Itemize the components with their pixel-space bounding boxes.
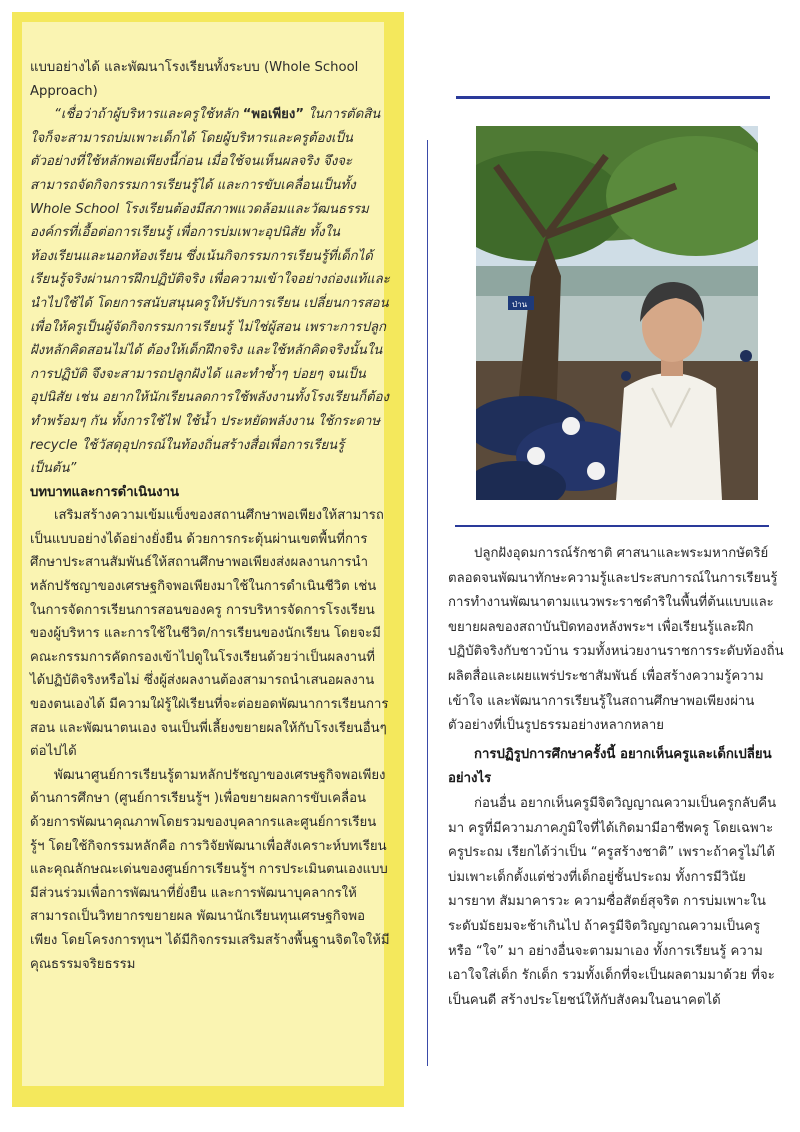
left-paragraph-3: พัฒนาศูนย์การเรียนรู้ตามหลักปรัชญาของเศรษฐกิจพอเพียงด้านการศึกษา (ศูนย์การเรียนรู้ฯ )เพื่อขยายผลการขับเคลื่อน ด้วยการพัฒนาคุณภาพโดยรวมของบุคลากรและศูนย์การเรียนรู้ฯ โดยใช้กิจกรรมหลักคือ การวิจัยพัฒนาเพื่อสังเคราะห์บทเรียนและคุณลักษณะเด่นของศูนย์การเรียนรู้ฯ การประเมินตนเองแบบมีส่วนร่วมเพื่อการพัฒนาที่ยั่งยืน และการพัฒนาบุคลากรให้สามารถเป็นวิทยากรขยายผล พัฒนานักเรียนทุนเศรษฐกิจพอเพียง โดยโครงการทุนฯ ได้มีกิจกรรมเสริมสร้างพื้นฐานจิตใจให้มีคุณธรรมจริยธรรม [30, 767, 390, 972]
quote-bold-word: “พอเพียง” [242, 107, 305, 123]
middle-divider-rule [455, 525, 769, 527]
left-paragraph-2: เสริมสร้างความเข้มแข็งของสถานศึกษาพอเพียงให้สามารถเป็นแบบอย่างได้อย่างยั่งยืน ด้วยการกระตุ้นผ่านเขตพื้นที่การศึกษาประสานสัมพันธ์ให้สถานศึกษาพอเพียงส่งผลงานการนำหลักปรัชญาของเศรษฐกิจพอเพียงมาใช้ในการดำเนินชีวิต เช่น ในการจัดการเรียนการสอนของครู การบริหารจัดการโรงเรียนของผู้บริหาร และการใช้ในชีวิต/การเรียนของนักเรียน โดยจะมีคณะกรรมการคัดกรองเข้าไปดูในโรงเรียนด้วยว่าเป็นผลงานที่ได้ปฏิบัติจริงหรือไม่ ซึ่งผู้ส่งผลงานต้องสามารถนำเสนอผลงานของตนเองได้ มีความใฝ่รู้ใฝ่เรียนที่จะต่อยอดพัฒนาการเรียนการสอน และพัฒนาตนเอง จนเป็นพี่เลี้ยงขยายผลให้กับโรงเรียนอื่นๆ ต่อไปได้ [30, 508, 389, 760]
right-paragraph-1: ปลูกฝังอุดมการณ์รักชาติ ศาสนาและพระมหากษัตริย์ ตลอดจนพัฒนาทักษะความรู้และประสบการณ์ในการเรียนรู้การทำงานพัฒนาตามแนวพระราชดำริในพื้นที่ต้นแบบและขยายผลของสถาบันปิดทองหลังพระฯ เพื่อเรียนรู้และฝึกปฏิบัติจริงกับชาวบ้าน รวมทั้งหน่วยงานราชการระดับท้องถิ่น ผลิตสื่อและเผยแพร่ประชาสัมพันธ์ เพื่อสร้างความรู้ความเข้าใจ และพัฒนาการเรียนรู้ในสถานศึกษาพอเพียงผ่านตัวอย่างที่เป็นรูปธรรมอย่างหลากหลาย [448, 546, 784, 734]
column-divider-line [427, 140, 428, 1066]
section-heading-reform: การปฏิรูปการศึกษาครั้งนี้ อยากเห็นครูและเด็กเปลี่ยนอย่างไร [448, 746, 772, 787]
left-column [30, 56, 390, 976]
right-column [448, 542, 786, 1013]
right-paragraph-2: ก่อนอื่น อยากเห็นครูมีจิตวิญญาณความเป็นครูกลับคืนมา ครูที่มีความภาคภูมิใจที่ได้เกิดมามีอาชีพครู โดยเฉพาะครูประถม เรียกได้ว่าเป็น “ครูสร้างชาติ” เพราะถ้าครูไม่ได้บ่มเพาะเด็กตั้งแต่ช่วงที่เด็กอยู่ชั้นประถม ทั้งการมีวินัย มารยาท สัมมาคารวะ ความซื่อสัตย์สุจริต การบ่มเพาะในระดับมัธยมจะช้าเกินไป ถ้าครูมีจิตวิญญาณความเป็นครู หรือ “ใจ” มา อย่างอื่นจะตามมาเอง ทั้งการเรียนรู้ ความเอาใจใส่เด็ก รักเด็ก รวมทั้งเด็กที่จะเป็นผลตามมาด้วย ที่จะเป็นคนดี สร้างประโยชน์ให้กับสังคมในอนาคตได้ [448, 795, 777, 1008]
photo-illustration [476, 126, 758, 500]
top-divider-rule [456, 96, 770, 99]
quote-paragraph [30, 103, 390, 481]
left-paragraph-1: แบบอย่างได้ และพัฒนาโรงเรียนทั้งระบบ (Whole School Approach) [30, 60, 359, 99]
quote-rest: ในการตัดสินใจก็จะสามารถบ่มเพาะเด็กได้ โดยผู้บริหารและครูต้องเป็นตัวอย่างที่ใช้หลักพอเพียงนี้ก่อน เมื่อใช้จนเห็นผลจริง จึงจะสามารถจัดกิจกรรมการเรียนรู้ได้ และการขับเคลื่อนเป็นทั้ง Whole School โรงเรียนต้องมีสภาพแวดล้อมและวัฒนธรรมองค์กรที่เอื้อต่อการเรียนรู้ เพื่อการบ่มเพาะอุปนิสัย ทั้งในห้องเรียนและนอกห้องเรียน ซึ่งเน้นกิจกรรมการเรียนรู้ที่เด็กได้เรียนรู้จริงผ่านการฝึกปฏิบัติจริง เพื่อความเข้าใจอย่างถ่องแท้และนำไปใช้ได้ โดยการสนับสนุนครูให้ปรับการเรียน เปลี่ยนการสอน เพื่อให้ครูเป็นผู้จัดกิจกรรมการเรียนรู้ ไม่ใช่ผู้สอน เพราะการปลูกฝังหลักคิดสอนไม่ได้ ต้องให้เด็กฝึกจริง และใช้หลักคิดจริงนั้นในการปฏิบัติ จึงจะสามารถปลูกฝังได้ และทำซ้ำๆ บ่อยๆ จนเป็นอุปนิสัย เช่น อยากให้นักเรียนลดการใช้พลังงานทั้งโรงเรียนก็ต้องทำพร้อมๆ กัน ทั้งการใช้ไฟ ใช้น้ำ ประหยัดพลังงาน ใช้กระดาษ recycle ใช้วัสดุอุปกรณ์ในท้องถิ่นสร้างสื่อเพื่อการเรียนรู้ เป็นต้น” [30, 107, 390, 477]
section-heading-roles: บทบาทและการดำเนินงาน [30, 484, 180, 500]
photo-banner-text: ป่าน [512, 300, 528, 309]
quote-open: “เชื่อว่าถ้าผู้บริหารและครูใช้หลัก [54, 107, 243, 123]
portrait-photo [476, 126, 758, 500]
